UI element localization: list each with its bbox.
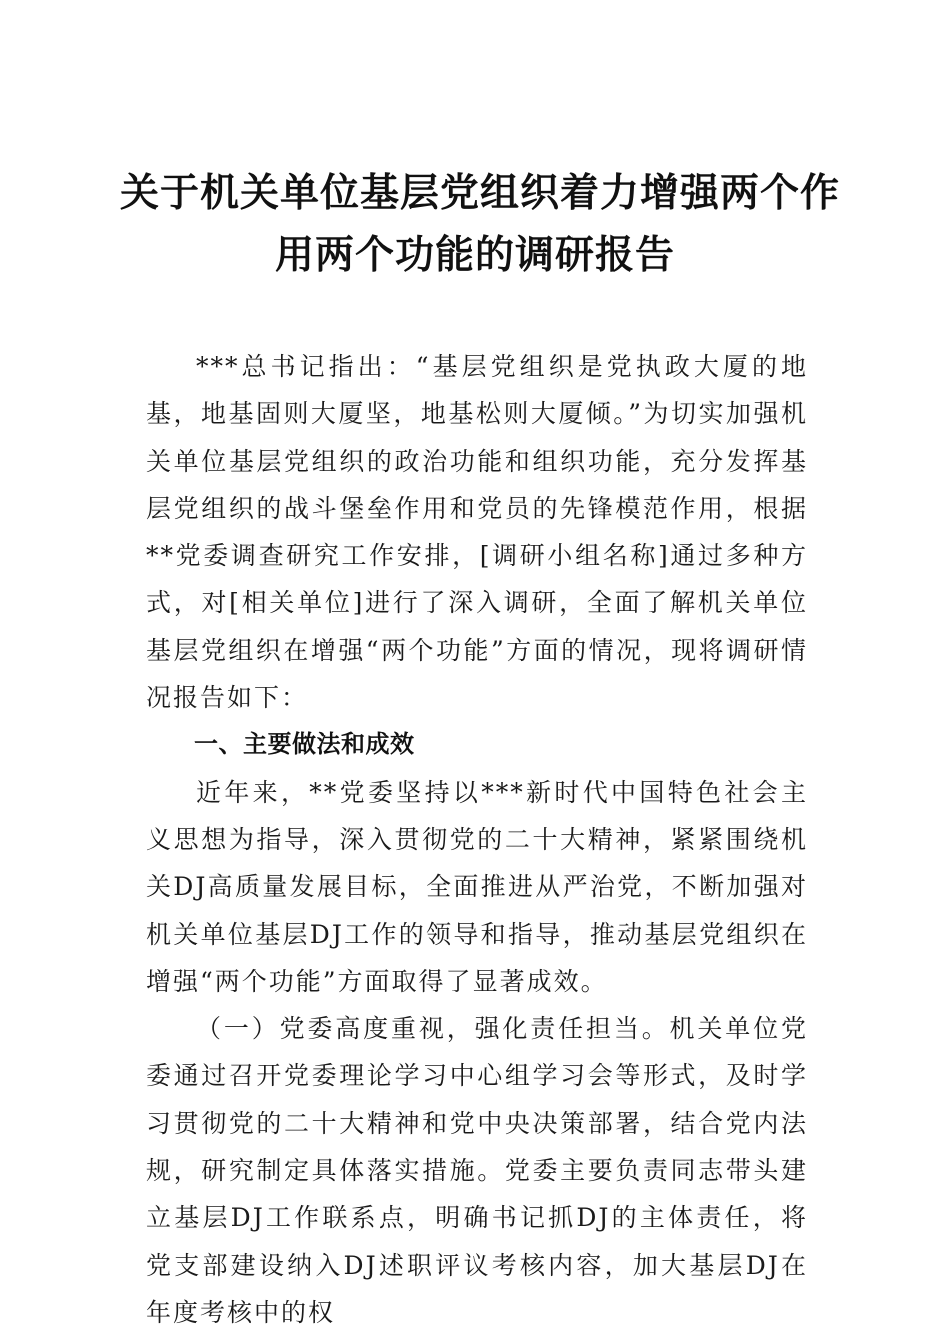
document-title [120,162,841,286]
paragraph-party-committee: （一）党委高度重视，强化责任担当。机关单位党委通过召开党委理论学习中心组学习会等形式，及时学习贯彻党的二十大精神和党中央决策部署，结合党内法规，研究制定具体落实措施。党委主要负责同志带头建立基层DJ工作联系点，明确书记抓DJ的主体责任，将党支部建设纳入DJ述职评议考核内容，加大基层DJ在年度考核中的权 [146,1014,808,1327]
title-line-2: 用两个功能的调研报告 [274,232,675,278]
document-body [146,343,808,1336]
paragraph-recent-years: 近年来，**党委坚持以***新时代中国特色社会主义思想为指导，深入贯彻党的二十大精神，紧紧围绕机关DJ高质量发展目标，全面推进从严治党，不断加强对机关单位基层DJ工作的领导和指导，推动基层党组织在增强“两个功能”方面取得了显著成效。 [146,777,808,996]
paragraph-intro: ***总书记指出：“基层党组织是党执政大厦的地基，地基固则大厦坚，地基松则大厦倾。”为切实加强机关单位基层党组织的政治功能和组织功能，充分发挥基层党组织的战斗堡垒作用和党员的先锋模范作用，根据**党委调查研究工作安排，[调研小组名称]通过多种方式，对[相关单位]进行了深入调研，全面了解机关单位基层党组织在增强“两个功能”方面的情况，现将调研情况报告如下： [146,352,808,713]
title-line-1: 关于机关单位基层党组织着力增强两个作 [120,170,841,216]
section-heading-main-practices: 一、主要做法和成效 [194,730,415,759]
